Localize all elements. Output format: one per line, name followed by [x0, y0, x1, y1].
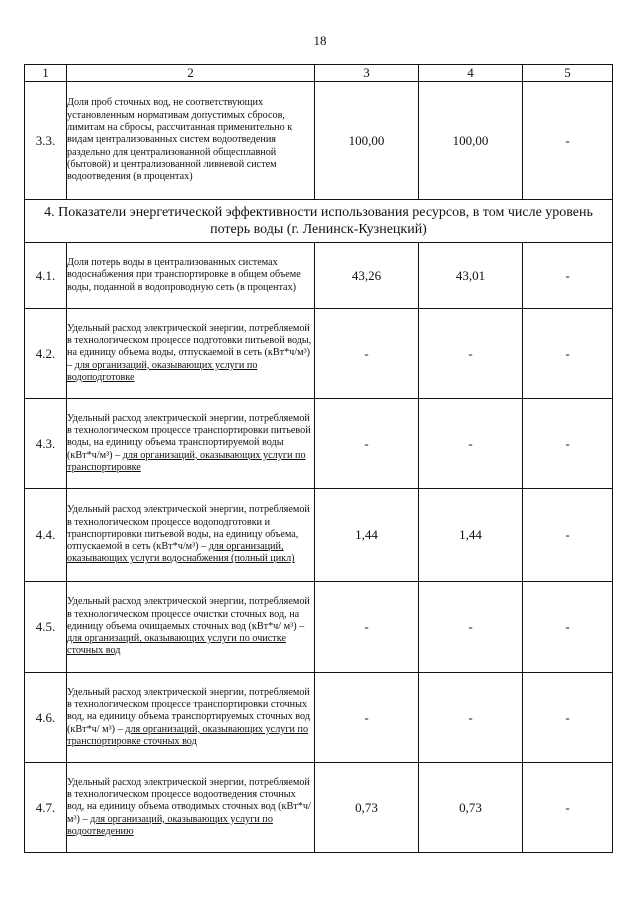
row-number: 4.1. [25, 243, 67, 309]
row-text: Доля потерь воды в централизованных системах водоснабжения при транспортировке в общем объеме воды, поданной в водопроводную сеть (в процентах) [67, 257, 301, 293]
row-text: Удельный расход электрической энергии, потребляемой в технологическом процессе водоотведения сточных вод, на единицу объема отводимых сточных вод (кВт*ч/ м³) – [67, 776, 311, 825]
value-col-5: - [523, 309, 613, 399]
value-col-5: - [523, 489, 613, 582]
row-number: 4.5. [25, 582, 67, 673]
value-col-4: - [419, 582, 523, 673]
value-col-5: - [523, 582, 613, 673]
table-row [25, 582, 613, 673]
value-col-4: - [419, 399, 523, 489]
section-heading: 4. Показатели энергетической эффективности использования ресурсов, в том числе уровень потерь воды (г. Ленинск-Кузнецкий) [25, 200, 613, 243]
row-number: 4.6. [25, 673, 67, 763]
table-row [25, 489, 613, 582]
value-col-5: - [523, 82, 613, 200]
row-description [67, 399, 315, 489]
value-col-3: - [315, 582, 419, 673]
row-text-underlined: для организаций, оказывающих услуги по водоотведению [67, 813, 273, 837]
value-col-3: - [315, 673, 419, 763]
value-col-3: 43,26 [315, 243, 419, 309]
table-row [25, 399, 613, 489]
value-col-4: 43,01 [419, 243, 523, 309]
table-row [25, 243, 613, 309]
header-col-4: 4 [419, 65, 523, 82]
table-row [25, 82, 613, 200]
row-number: 4.4. [25, 489, 67, 582]
row-text-underlined: для организаций, оказывающих услуги по транспортировке сточных вод [67, 723, 309, 747]
indicators-table [24, 64, 613, 853]
value-col-3: 1,44 [315, 489, 419, 582]
row-description [67, 82, 315, 200]
row-description [67, 489, 315, 582]
row-description [67, 582, 315, 673]
header-row [25, 65, 613, 82]
row-number: 4.7. [25, 763, 67, 853]
row-number: 3.3. [25, 82, 67, 200]
value-col-4: - [419, 309, 523, 399]
row-text-underlined: для организаций, оказывающих услуги по водоподготовке [67, 359, 258, 383]
row-text: Удельный расход электрической энергии, потребляемой в технологическом процессе транспортировки сточных вод, на единицу объема транспортируемых сточных вод (кВт*ч/ м³) – [67, 686, 311, 735]
value-col-5: - [523, 763, 613, 853]
row-text-underlined: для организаций, оказывающих услуги по транспортировке [67, 449, 306, 473]
value-col-5: - [523, 243, 613, 309]
row-description [67, 673, 315, 763]
value-col-5: - [523, 673, 613, 763]
header-col-3: 3 [315, 65, 419, 82]
header-col-5: 5 [523, 65, 613, 82]
table-row [25, 673, 613, 763]
row-text-underlined: для организаций, оказывающих услуги водоснабжения (полный цикл) [67, 541, 295, 565]
value-col-3: - [315, 309, 419, 399]
row-number: 4.3. [25, 399, 67, 489]
row-number: 4.2. [25, 309, 67, 399]
table-row [25, 763, 613, 853]
value-col-3: - [315, 399, 419, 489]
value-col-4: 100,00 [419, 82, 523, 200]
row-text: Удельный расход электрической энергии, потребляемой в технологическом процессе подготовки питьевой воды, на единицу объема воды, отпускаемой в сеть (кВт*ч/м³) – [67, 322, 312, 371]
row-text: Удельный расход электрической энергии, потребляемой в технологическом процессе водоподготовки и транспортировки питьевой воды, на единицу объема, отпускаемой в сеть (кВт*ч/м³) – [67, 504, 310, 553]
value-col-4: 1,44 [419, 489, 523, 582]
row-text-underlined: для организаций, оказывающих услуги по очистке сточных вод [67, 633, 286, 657]
row-text: Доля проб сточных вод, не соответствующих установленным нормативам допустимых сбросов, лимитам на сбросы, рассчитанная применительно к видам централизованных систем водоотведения раздельно для централизованной общесплавной (бытовой) и централизованной ливневой систем водоотведения (в процентах) [67, 97, 293, 183]
page-number: 18 [313, 33, 327, 48]
header-col-2: 2 [67, 65, 315, 82]
value-col-4: 0,73 [419, 763, 523, 853]
table-row [25, 309, 613, 399]
row-text: Удельный расход электрической энергии, потребляемой в технологическом процессе транспортировки питьевой воды, на единицу объема транспортируемой воды (кВт*ч/м³) – [67, 412, 311, 461]
value-col-4: - [419, 673, 523, 763]
value-col-3: 100,00 [315, 82, 419, 200]
value-col-3: 0,73 [315, 763, 419, 853]
row-description [67, 309, 315, 399]
value-col-5: - [523, 399, 613, 489]
header-col-1: 1 [25, 65, 67, 82]
row-text: Удельный расход электрической энергии, потребляемой в технологическом процессе очистки сточных вод, на единицу объема очищаемых сточных вод (кВт*ч/ м³) – [67, 596, 310, 632]
section-row [25, 200, 613, 243]
row-description [67, 243, 315, 309]
row-description [67, 763, 315, 853]
